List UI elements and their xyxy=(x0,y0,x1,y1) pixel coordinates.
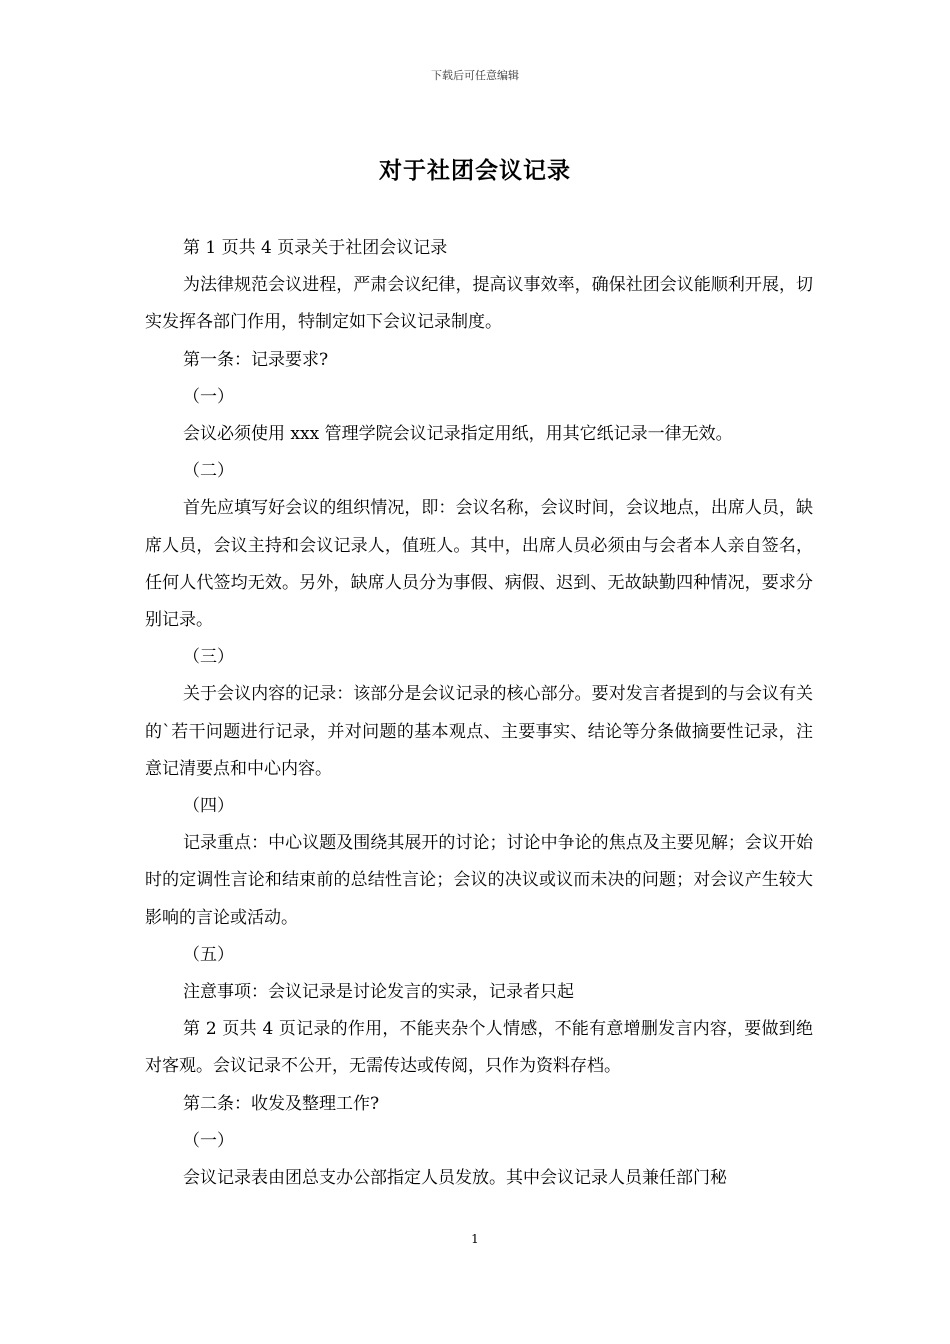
section-heading-4: （四） xyxy=(183,796,234,817)
document-title: 对于社团会议记录 xyxy=(379,157,571,184)
paragraph-page-marker-1: 第 1 页共 4 页录关于社团会议记录 xyxy=(183,238,448,258)
header-note: 下载后可任意编辑 xyxy=(431,69,519,82)
paragraph-notes: 注意事项：会议记录是讨论发言的实录，记录者只起 xyxy=(183,982,574,1003)
article-one-heading: 第一条：记录要求? xyxy=(183,349,329,370)
paragraph-intro: 为法律规范会议进程，严肃会议纪律，提高议事效率，确保社团会议能顺利开展，切实发挥各部门作用，特制定如下会议记录制度。 xyxy=(145,275,813,333)
document-body xyxy=(145,230,813,1197)
section-heading-2: （二） xyxy=(183,461,234,482)
section-heading-5: （五） xyxy=(183,944,234,965)
paragraph-organization: 首先应填写好会议的组织情况，即：会议名称，会议时间，会议地点，出席人员，缺席人员，会议主持和会议记录人，值班人。其中，出席人员必须由与会者本人亲自签名，任何人代签均无效。另外，缺席人员分为事假、病假、迟到、无故缺勤四种情况，要求分别记录。 xyxy=(145,498,813,631)
paragraph-distribution: 会议记录表由团总支办公部指定人员发放。其中会议记录人员兼任部门秘 xyxy=(183,1168,727,1189)
section-heading-6: （一） xyxy=(183,1130,234,1151)
page-number: 1 xyxy=(471,1232,479,1246)
paragraph-record-paper: 会议必须使用 xxx 管理学院会议记录指定用纸，用其它纸记录一律无效。 xyxy=(183,424,733,445)
paragraph-key-points: 记录重点：中心议题及围绕其展开的讨论；讨论中争论的焦点及主要见解；会议开始时的定调性言论和结束前的总结性言论；会议的决议或议而未决的问题；对会议产生较大影响的言论或活动。 xyxy=(145,833,813,928)
paragraph-page-marker-2: 第 2 页共 4 页记录的作用，不能夹杂个人情感，不能有意增删发言内容，要做到绝对客观。会议记录不公开，无需传达或传阅，只作为资料存档。 xyxy=(145,1019,813,1077)
article-two-heading: 第二条：收发及整理工作? xyxy=(183,1093,380,1114)
paragraph-content-record: 关于会议内容的记录：该部分是会议记录的核心部分。要对发言者提到的与会议有关的`若干问题进行记录，并对问题的基本观点、主要事实、结论等分条做摘要性记录，注意记清要点和中心内容。 xyxy=(145,684,813,779)
section-heading-1: （一） xyxy=(183,386,234,407)
section-heading-3: （三） xyxy=(183,647,234,668)
